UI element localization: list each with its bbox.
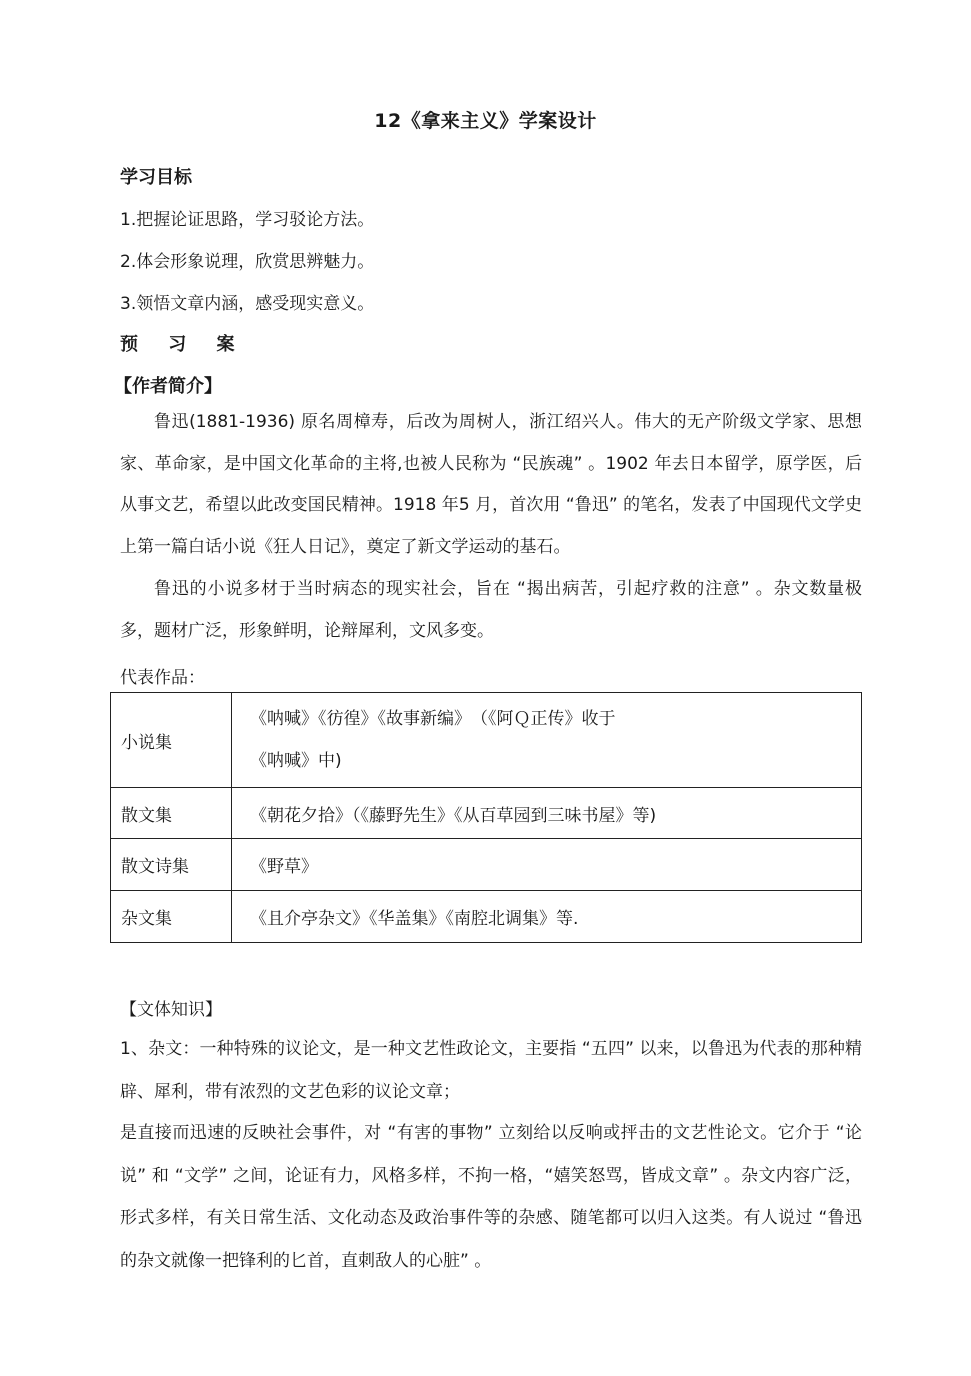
learning-goals-heading: 学习目标 (120, 167, 192, 188)
works-content: 《且介亭杂文》《华盖集》《南腔北调集》等. (232, 891, 862, 943)
goal-item-2: 2.体会形象说理，欣赏思辨魅力。 (120, 252, 375, 272)
page-title: 12《拿来主义》学案设计 (374, 110, 597, 132)
author-paragraph-2: 鲁迅的小说多材于当时病态的现实社会，旨在 “揭出病苦，引起疗救的注意” 。杂文数量极多，题材广泛，形象鲜明，论辩犀利，文风多变。 (120, 579, 862, 641)
goal-item-1: 1.把握论证思路，学习驳论方法。 (120, 210, 375, 230)
genre-knowledge-heading: 【文体知识】 (120, 1000, 222, 1020)
works-content-line: 《呐喊》中) (250, 751, 342, 771)
author-paragraph-1: 鲁迅(1881-1936) 原名周樟寿，后改为周树人，浙江绍兴人。伟大的无产阶级文学家、思想家、革命家，是中国文化革命的主将,也被人民称为 “民族魂” 。1902 年去日本留学，原学医，后从事文艺，希望以此改变国民精神。1918 年5 月，首次用 “鲁迅” 的笔名，发表了中国现代文学史上第一篇白话小说《狂人日记》，奠定了新文学运动的基石。 (120, 412, 862, 557)
table-row (111, 891, 862, 943)
works-table (110, 692, 862, 943)
table-row (111, 839, 862, 891)
table-row (111, 788, 862, 839)
works-category: 杂文集 (111, 891, 232, 943)
author-intro-heading: 【作者简介】 (114, 376, 222, 397)
works-category: 散文集 (111, 788, 232, 839)
works-category: 小说集 (111, 693, 232, 788)
preview-heading: 预 习 案 (120, 334, 247, 355)
table-row (111, 693, 862, 788)
works-content (232, 693, 862, 788)
genre-paragraph-2: 是直接而迅速的反映社会事件，对 “有害的事物” 立刻给以反响或抨击的文艺性论文。它介于 “论说” 和 “文学” 之间，论证有力，风格多样，不拘一格，“嬉笑怒骂，皆成文章” 。杂文内容广泛，形式多样，有关日常生活、文化动态及政治事件等的杂感、随笔都可以归入这类。有人说过 “鲁迅的杂文就像一把锋利的匕首，直刺敌人的心脏” 。 (120, 1123, 862, 1271)
works-content: 《朝花夕拾》（《藤野先生》《从百草园到三味书屋》等) (232, 788, 862, 839)
goal-item-3: 3.领悟文章内涵，感受现实意义。 (120, 294, 375, 314)
representative-works-label: 代表作品： (120, 668, 205, 688)
genre-paragraph-1: 1、杂文：一种特殊的议论文，是一种文艺性政论文，主要指 “五四” 以来，以鲁迅为代表的那种精辟、犀利，带有浓烈的文艺色彩的议论文章； (120, 1039, 862, 1102)
works-content: 《野草》 (232, 839, 862, 891)
works-content-line: 《呐喊》《彷徨》《故事新编》 （《阿Ｑ正传》收于 (250, 709, 616, 729)
works-category: 散文诗集 (111, 839, 232, 891)
